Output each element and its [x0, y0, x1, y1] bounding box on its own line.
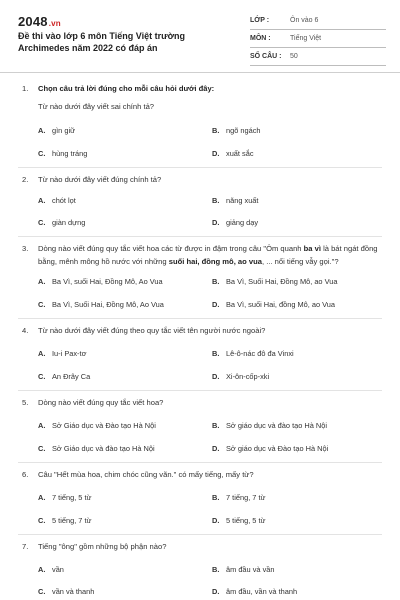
- logo-main-text: 2048: [18, 14, 48, 29]
- option-b[interactable]: [212, 195, 258, 207]
- option-text: giảng dạy: [226, 218, 259, 227]
- option-text: năng xuất: [226, 196, 259, 205]
- option-letter: B.: [212, 349, 220, 358]
- question-text: Câu "Hết mùa hoa, chim chóc cũng vãn." có mấy tiếng, mấy từ?: [38, 470, 254, 479]
- option-letter: B.: [212, 126, 220, 135]
- option-letter: C.: [38, 372, 46, 381]
- option-letter: D.: [212, 587, 220, 596]
- option-text: Iu-i Pax-tơ: [52, 349, 87, 358]
- option-text: An Đrây Ca: [52, 372, 91, 381]
- option-text: vần và thanh: [52, 587, 95, 596]
- meta-row-class: [250, 12, 386, 30]
- option-text: Ba Vì, suối Hai, Đồng Mô, Ao Vua: [52, 277, 163, 286]
- option-a[interactable]: [38, 276, 163, 288]
- question-text: Từ nào dưới đây viết sai chính tả?: [38, 102, 155, 111]
- question-number: 2.: [22, 175, 29, 184]
- option-b[interactable]: [212, 125, 261, 137]
- site-logo[interactable]: [18, 14, 61, 29]
- option-text: hùng tráng: [52, 149, 88, 158]
- option-c[interactable]: [38, 148, 87, 160]
- meta-label: MÔN :: [250, 35, 271, 42]
- option-c[interactable]: [38, 217, 85, 229]
- option-d[interactable]: [212, 371, 269, 383]
- option-a[interactable]: [38, 492, 91, 504]
- meta-value: Tiếng Việt: [290, 35, 322, 42]
- option-d[interactable]: [212, 586, 297, 598]
- option-text: chót lọt: [52, 196, 76, 205]
- question-divider: [18, 167, 382, 168]
- option-c[interactable]: [38, 443, 155, 455]
- question-text: Dòng nào viết đúng quy tắc viết hoa?: [38, 398, 164, 407]
- exam-meta-table: [250, 12, 386, 66]
- question-divider: [18, 462, 382, 463]
- option-letter: B.: [212, 277, 220, 286]
- option-c[interactable]: [38, 299, 164, 311]
- logo-suffix-text: .vn: [48, 19, 61, 28]
- option-text: Sở giáo dục và Đào tạo Hà Nội: [226, 444, 329, 453]
- meta-label: SỐ CÂU :: [250, 53, 282, 60]
- option-text: Xi-ôn-cốp-xki: [226, 372, 270, 381]
- question-text-part: , ... nổi tiếng vẫy gọi."?: [261, 257, 339, 266]
- option-a[interactable]: [38, 348, 86, 360]
- option-letter: D.: [212, 300, 220, 309]
- option-a[interactable]: [38, 420, 156, 432]
- option-letter: D.: [212, 372, 220, 381]
- option-b[interactable]: [212, 492, 265, 504]
- question-text-part: là bát ngát đồng bằng, mênh mông hồ nước với những: [38, 244, 378, 266]
- option-text: giàn dựng: [52, 218, 86, 227]
- option-b[interactable]: [212, 420, 327, 432]
- meta-label: LỚP :: [250, 17, 270, 24]
- option-letter: C.: [38, 149, 46, 158]
- option-letter: A.: [38, 493, 46, 502]
- option-text: 5 tiếng, 7 từ: [52, 516, 92, 525]
- question-text-bold: suối hai, đồng mô, ao vua: [168, 257, 262, 266]
- option-c[interactable]: [38, 515, 91, 527]
- question-text: [38, 242, 388, 268]
- option-text: Ba Vì, Suối Hai, Đồng Mô, Ao Vua: [52, 300, 164, 309]
- option-text: âm đầu và vần: [226, 565, 275, 574]
- option-d[interactable]: [212, 299, 335, 311]
- option-text: 7 tiếng, 7 từ: [226, 493, 266, 502]
- option-text: gìn giữ: [52, 126, 76, 135]
- option-a[interactable]: [38, 125, 75, 137]
- option-c[interactable]: [38, 586, 94, 598]
- question-text: Từ nào dưới đây viết đúng chính tả?: [38, 175, 162, 184]
- question-divider: [18, 318, 382, 319]
- option-d[interactable]: [212, 515, 265, 527]
- option-letter: D.: [212, 516, 220, 525]
- option-text: 5 tiếng, 5 từ: [226, 516, 266, 525]
- question-divider: [18, 534, 382, 535]
- option-text: Ba Vì, suối Hai, đồng Mô, ao Vua: [226, 300, 336, 309]
- option-letter: A.: [38, 565, 46, 574]
- option-d[interactable]: [212, 148, 254, 160]
- option-text: Sở Giáo dục và đào tạo Hà Nội: [52, 444, 155, 453]
- question-number: 3.: [22, 244, 29, 253]
- option-text: vần: [52, 565, 64, 574]
- option-b[interactable]: [212, 276, 337, 288]
- option-letter: C.: [38, 218, 46, 227]
- option-b[interactable]: [212, 564, 274, 576]
- meta-value: Ôn vào 6: [290, 17, 319, 24]
- question-divider: [18, 390, 382, 391]
- option-a[interactable]: [38, 564, 64, 576]
- exam-title: Đề thi vào lớp 6 môn Tiếng Việt trường Archimedes năm 2022 có đáp án: [18, 31, 186, 53]
- option-b[interactable]: [212, 348, 294, 360]
- question-text: Tiếng "ông" gồm những bộ phận nào?: [38, 542, 167, 551]
- option-c[interactable]: [38, 371, 90, 383]
- option-a[interactable]: [38, 195, 76, 207]
- option-letter: C.: [38, 587, 46, 596]
- option-letter: C.: [38, 444, 46, 453]
- option-d[interactable]: [212, 443, 328, 455]
- question-divider: [18, 236, 382, 237]
- option-letter: D.: [212, 149, 220, 158]
- option-letter: D.: [212, 218, 220, 227]
- option-letter: B.: [212, 196, 220, 205]
- meta-row-count: [250, 48, 386, 66]
- option-text: Sở giáo dục và đào tạo Hà Nội: [226, 421, 327, 430]
- question-text-part: Dòng nào viết đúng quy tắc viết hoa các từ được in đậm trong câu "Ôm quanh: [38, 244, 304, 253]
- option-letter: A.: [38, 126, 46, 135]
- question-text: Từ nào dưới đây viết đúng theo quy tắc viết tên người nước ngoài?: [38, 326, 266, 335]
- option-letter: B.: [212, 565, 220, 574]
- option-text: 7 tiếng, 5 từ: [52, 493, 92, 502]
- option-text: ngõ ngách: [226, 126, 261, 135]
- option-letter: A.: [38, 196, 46, 205]
- question-number: 1.: [22, 84, 29, 93]
- question-number: 5.: [22, 398, 29, 407]
- option-letter: A.: [38, 277, 46, 286]
- option-letter: A.: [38, 421, 46, 430]
- option-text: âm đầu, vần và thanh: [226, 587, 298, 596]
- option-text: Ba Vì, Suối Hai, Đồng Mô, ao Vua: [226, 277, 338, 286]
- option-letter: B.: [212, 493, 220, 502]
- page-header: [0, 0, 400, 73]
- question-number: 7.: [22, 542, 29, 551]
- question-instruction: Chọn câu trả lời đúng cho mỗi câu hỏi dưới đây:: [38, 84, 215, 93]
- option-text: xuất sắc: [226, 149, 254, 158]
- question-number: 6.: [22, 470, 29, 479]
- option-d[interactable]: [212, 217, 258, 229]
- option-text: Lê-ô-nác đô đa Vinxi: [226, 349, 294, 358]
- option-letter: C.: [38, 300, 46, 309]
- option-letter: A.: [38, 349, 46, 358]
- meta-value: 50: [290, 53, 298, 60]
- option-letter: C.: [38, 516, 46, 525]
- question-number: 4.: [22, 326, 29, 335]
- option-letter: D.: [212, 444, 220, 453]
- question-text-bold: ba vì: [303, 244, 321, 253]
- option-letter: B.: [212, 421, 220, 430]
- option-text: Sở Giáo dục và Đào tạo Hà Nội: [52, 421, 156, 430]
- meta-row-subject: [250, 30, 386, 48]
